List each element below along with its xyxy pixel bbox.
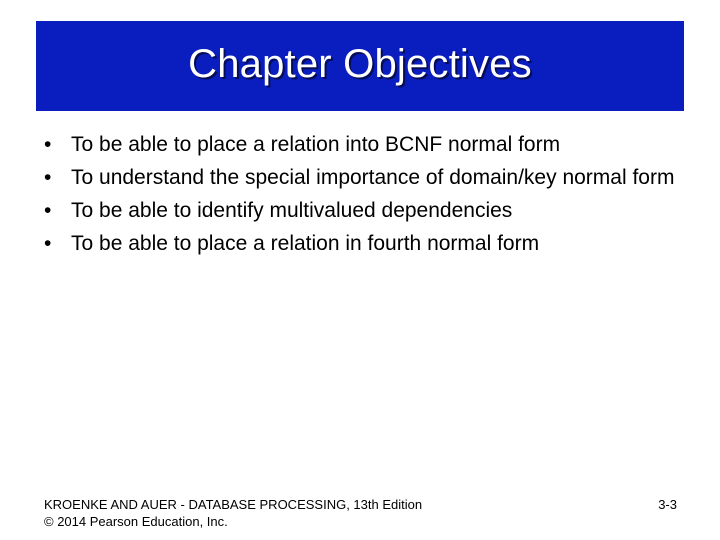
list-item — [44, 131, 684, 159]
footer-copyright: © 2014 Pearson Education, Inc. — [44, 514, 228, 529]
bullet-text: To be able to place a relation in fourth normal form — [71, 232, 540, 255]
footer-book-title: KROENKE AND AUER - DATABASE PROCESSING, 13th Edition — [44, 497, 423, 512]
bullet-text: To be able to place a relation into BCNF normal form — [71, 133, 561, 156]
objectives-list — [44, 131, 684, 263]
footer-credits — [44, 496, 422, 530]
bullet-text: To understand the special importance of domain/key normal form — [71, 166, 675, 189]
bullet-text: To be able to identify multivalued dependencies — [71, 199, 513, 222]
bullet-dot-icon: • — [44, 232, 52, 255]
bullet-dot-icon: • — [44, 166, 52, 189]
list-item — [44, 164, 684, 192]
slide-title: Chapter Objectives — [188, 42, 532, 86]
page-number: 3-3 — [658, 497, 677, 512]
list-item — [44, 230, 684, 258]
list-item — [44, 197, 684, 225]
bullet-dot-icon: • — [44, 133, 52, 156]
bullet-dot-icon: • — [44, 199, 52, 222]
title-banner — [36, 21, 684, 111]
